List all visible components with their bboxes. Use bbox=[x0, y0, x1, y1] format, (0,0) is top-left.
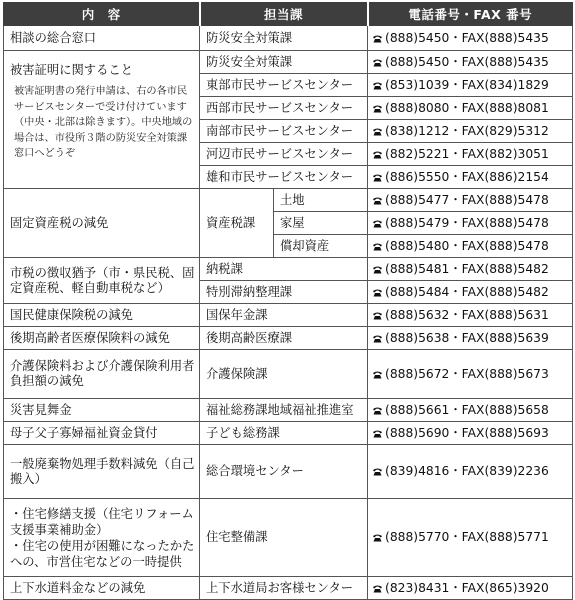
content-cell: 上下水道料金などの減免 bbox=[4, 577, 200, 600]
content-cell: 国民健康保険税の減免 bbox=[4, 304, 200, 327]
phone-number: (888)5690・FAX(888)5693 bbox=[385, 425, 549, 440]
content-cell: 一般廃棄物処理手数料減免（自己搬入） bbox=[4, 445, 200, 499]
phone-icon bbox=[372, 196, 383, 205]
table-row bbox=[4, 26, 573, 51]
phone-cell bbox=[368, 235, 573, 258]
dept-cell: 東部市民サービスセンター bbox=[200, 74, 368, 97]
phone-number: (888)5770・FAX(888)5771 bbox=[385, 530, 549, 544]
phone-icon bbox=[372, 584, 383, 593]
sub-dept-cell: 土地 bbox=[274, 189, 368, 212]
phone-number: (888)5477・FAX(888)5478 bbox=[385, 192, 549, 207]
phone-icon bbox=[372, 429, 383, 438]
content-cell bbox=[4, 499, 200, 577]
dept-cell: 子ども総務課 bbox=[200, 422, 368, 445]
phone-cell bbox=[368, 577, 573, 600]
contact-table bbox=[3, 2, 573, 600]
header-dept: 担当課 bbox=[200, 3, 368, 26]
table-row bbox=[4, 577, 573, 600]
phone-cell bbox=[368, 74, 573, 97]
content-cell: 市税の徴収猶予（市・県民税、固定資産税、軽自動車税など） bbox=[4, 258, 200, 304]
sub-dept-cell: 家屋 bbox=[274, 212, 368, 235]
phone-icon bbox=[372, 104, 383, 113]
dept-cell: 防災安全対策課 bbox=[200, 51, 368, 74]
dept-cell: 介護保険課 bbox=[200, 350, 368, 399]
phone-icon bbox=[372, 533, 383, 542]
phone-icon bbox=[372, 467, 383, 476]
content-cell: 相談の総合窓口 bbox=[4, 26, 200, 51]
phone-icon bbox=[372, 127, 383, 136]
dept-cell: 西部市民サービスセンター bbox=[200, 97, 368, 120]
phone-number: (888)5480・FAX(888)5478 bbox=[385, 238, 549, 253]
phone-cell bbox=[368, 26, 573, 51]
dept-cell: 特別滞納整理課 bbox=[200, 281, 368, 304]
phone-cell bbox=[368, 304, 573, 327]
dept-cell: 納税課 bbox=[200, 258, 368, 281]
content-cell bbox=[4, 51, 200, 189]
dept-cell: 資産税課 bbox=[200, 189, 274, 258]
phone-cell bbox=[368, 327, 573, 350]
dept-cell: 住宅整備課 bbox=[200, 499, 368, 577]
phone-icon bbox=[372, 311, 383, 320]
phone-icon bbox=[372, 242, 383, 251]
dept-cell: 総合環境センター bbox=[200, 445, 368, 499]
dept-cell: 上下水道局お客様センター bbox=[200, 577, 368, 600]
content-cell: 固定資産税の減免 bbox=[4, 189, 200, 258]
phone-cell bbox=[368, 499, 573, 577]
content-title: 被害証明に関すること bbox=[10, 63, 133, 77]
table-row bbox=[4, 327, 573, 350]
dept-cell: 後期高齢医療課 bbox=[200, 327, 368, 350]
phone-cell bbox=[368, 258, 573, 281]
phone-cell bbox=[368, 166, 573, 189]
table-header-row bbox=[4, 3, 573, 26]
phone-icon bbox=[372, 334, 383, 343]
phone-cell bbox=[368, 212, 573, 235]
dept-cell: 防災安全対策課 bbox=[200, 26, 368, 51]
phone-icon bbox=[372, 219, 383, 228]
phone-icon bbox=[372, 34, 383, 43]
phone-number: (888)5661・FAX(888)5658 bbox=[385, 402, 549, 417]
phone-cell bbox=[368, 189, 573, 212]
phone-icon bbox=[372, 370, 383, 379]
table-row bbox=[4, 258, 573, 281]
table-row bbox=[4, 350, 573, 399]
phone-cell bbox=[368, 120, 573, 143]
phone-cell bbox=[368, 350, 573, 399]
table-row bbox=[4, 499, 573, 577]
dept-cell: 国保年金課 bbox=[200, 304, 368, 327]
phone-cell bbox=[368, 399, 573, 422]
phone-number: (888)5450・FAX(888)5435 bbox=[385, 54, 549, 69]
phone-cell bbox=[368, 281, 573, 304]
table-row bbox=[4, 304, 573, 327]
table-row bbox=[4, 422, 573, 445]
table-row bbox=[4, 189, 573, 212]
phone-number: (888)5672・FAX(888)5673 bbox=[385, 366, 549, 381]
header-content: 内 容 bbox=[4, 3, 200, 26]
phone-cell bbox=[368, 445, 573, 499]
content-cell: 災害見舞金 bbox=[4, 399, 200, 422]
phone-icon bbox=[372, 406, 383, 415]
phone-number: (888)5450・FAX(888)5435 bbox=[385, 30, 549, 45]
phone-cell bbox=[368, 51, 573, 74]
phone-number: (823)8431・FAX(865)3920 bbox=[385, 580, 549, 595]
table-row bbox=[4, 51, 573, 74]
phone-icon bbox=[372, 173, 383, 182]
dept-cell: 河辺市民サービスセンター bbox=[200, 143, 368, 166]
content-cell: 母子父子寡婦福祉資金貸付 bbox=[4, 422, 200, 445]
phone-number: (839)4816・FAX(839)2236 bbox=[385, 464, 549, 478]
phone-icon bbox=[372, 81, 383, 90]
phone-number: (838)1212・FAX(829)5312 bbox=[385, 123, 549, 138]
table-row bbox=[4, 445, 573, 499]
table-row bbox=[4, 399, 573, 422]
phone-cell bbox=[368, 97, 573, 120]
phone-number: (888)5481・FAX(888)5482 bbox=[385, 261, 549, 276]
phone-number: (888)8080・FAX(888)8081 bbox=[385, 100, 549, 115]
dept-cell: 南部市民サービスセンター bbox=[200, 120, 368, 143]
phone-number: (888)5632・FAX(888)5631 bbox=[385, 307, 549, 322]
sub-dept-cell: 償却資産 bbox=[274, 235, 368, 258]
phone-icon bbox=[372, 288, 383, 297]
phone-number: (853)1039・FAX(834)1829 bbox=[385, 77, 549, 92]
phone-number: (886)5550・FAX(886)2154 bbox=[385, 169, 549, 184]
content-cell: 後期高齢者医療保険料の減免 bbox=[4, 327, 200, 350]
phone-number: (888)5484・FAX(888)5482 bbox=[385, 284, 549, 299]
phone-number: (888)5638・FAX(888)5639 bbox=[385, 330, 549, 345]
header-phone: 電話番号・FAX 番号 bbox=[368, 3, 573, 26]
dept-cell: 雄和市民サービスセンター bbox=[200, 166, 368, 189]
phone-cell bbox=[368, 143, 573, 166]
content-note: 被害証明書の発行申請は、右の各市民サービスセンターで受け付けています（中央・北部は除きます）。中央地域の場合は、市役所３階の防災安全対策課窓口へどうぞ bbox=[14, 86, 193, 159]
content-item: ・住宅修繕支援（住宅リフォーム支援事業補助金） bbox=[10, 506, 194, 537]
content-cell: 介護保険料および介護保険利用者負担額の減免 bbox=[4, 350, 200, 399]
phone-cell bbox=[368, 422, 573, 445]
phone-icon bbox=[372, 150, 383, 159]
phone-number: (882)5221・FAX(882)3051 bbox=[385, 146, 549, 161]
dept-cell: 福祉総務課地域福祉推進室 bbox=[200, 399, 368, 422]
phone-icon bbox=[372, 58, 383, 67]
phone-number: (888)5479・FAX(888)5478 bbox=[385, 215, 549, 230]
phone-icon bbox=[372, 265, 383, 274]
content-item: ・住宅の使用が困難になったかたへの、市営住宅などの一時提供 bbox=[10, 538, 195, 569]
